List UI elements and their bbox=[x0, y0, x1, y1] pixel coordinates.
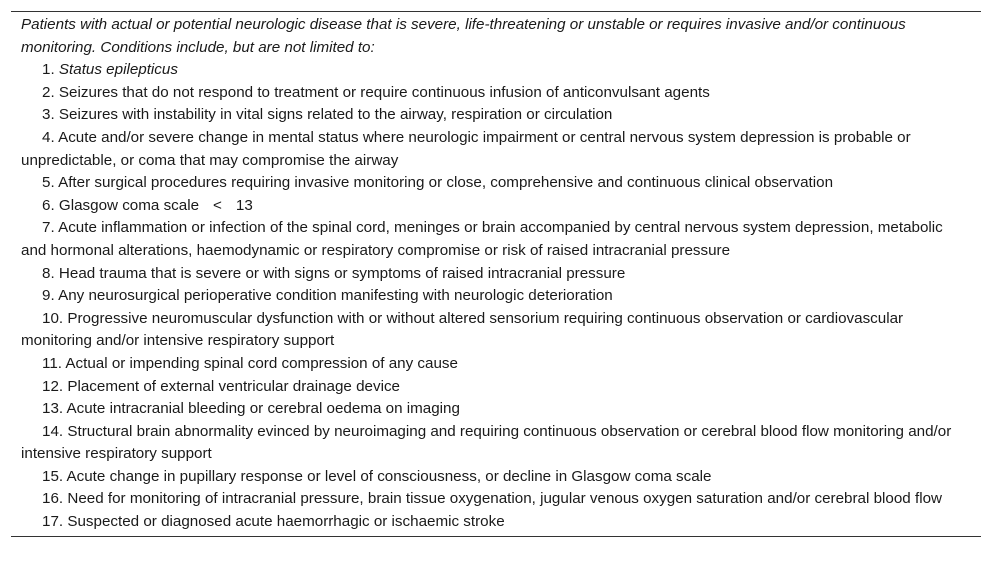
list-item bbox=[21, 263, 981, 286]
list-item bbox=[21, 511, 981, 534]
list-item bbox=[21, 488, 981, 511]
item-number: 2. bbox=[42, 83, 55, 101]
item-number: 7. bbox=[42, 219, 55, 237]
item-text: After surgical procedures requiring invasive monitoring or close, comprehensive and continuous clinical observation bbox=[58, 174, 834, 192]
list-item bbox=[21, 353, 981, 376]
list-item bbox=[21, 285, 981, 308]
item-text: Structural brain abnormality evinced by neuroimaging and requiring continuous observation or cerebral blood flow monitoring and/or intensive respiratory support bbox=[21, 422, 952, 463]
list-item bbox=[21, 127, 981, 172]
less-than-symbol: < bbox=[213, 196, 222, 214]
item-text: Placement of external ventricular drainage device bbox=[67, 377, 400, 395]
item-number: 17. bbox=[42, 513, 64, 531]
item-number: 14. bbox=[42, 422, 64, 440]
item-text: Head trauma that is severe or with signs or symptoms of raised intracranial pressure bbox=[58, 264, 626, 282]
list-item bbox=[21, 217, 981, 262]
item-number: 5. bbox=[42, 174, 55, 192]
item-text: Seizures with instability in vital signs related to the airway, respiration or circulation bbox=[58, 106, 613, 124]
item-number: 4. bbox=[42, 128, 55, 146]
item-text: Need for monitoring of intracranial pressure, brain tissue oxygenation, jugular venous oxygen saturation and/or cerebral blood flow bbox=[67, 490, 942, 508]
item-text: Glasgow coma scale bbox=[58, 196, 200, 214]
item-number: 13. bbox=[42, 400, 64, 418]
item-number: 15. bbox=[42, 467, 64, 485]
list-item bbox=[21, 195, 981, 218]
item-value: 13 bbox=[235, 196, 253, 214]
item-number: 10. bbox=[42, 309, 64, 327]
item-text: Seizures that do not respond to treatment or require continuous infusion of anticonvulsant agents bbox=[58, 83, 710, 101]
item-number: 8. bbox=[42, 264, 55, 282]
item-text: Acute change in pupillary response or level of consciousness, or decline in Glasgow coma scale bbox=[66, 467, 712, 485]
item-number: 12. bbox=[42, 377, 64, 395]
item-text: Suspected or diagnosed acute haemorrhagic or ischaemic stroke bbox=[67, 513, 505, 531]
item-number: 11. bbox=[42, 354, 62, 372]
criteria-list bbox=[21, 59, 981, 533]
item-text: Any neurosurgical perioperative condition manifesting with neurologic deterioration bbox=[58, 287, 613, 305]
criteria-table bbox=[11, 11, 981, 537]
list-item bbox=[21, 376, 981, 399]
list-item bbox=[21, 172, 981, 195]
item-text: Progressive neuromuscular dysfunction with or without altered sensorium requiring continuous observation or cardiovascular monitoring and/or intensive respiratory support bbox=[21, 309, 904, 350]
list-item bbox=[21, 82, 981, 105]
item-text: Acute intracranial bleeding or cerebral oedema on imaging bbox=[66, 400, 460, 418]
item-text: Status epilepticus bbox=[58, 61, 178, 79]
item-text: Actual or impending spinal cord compression of any cause bbox=[65, 354, 458, 372]
list-item bbox=[21, 308, 981, 353]
item-number: 16. bbox=[42, 490, 64, 508]
item-text: Acute inflammation or infection of the spinal cord, meninges or brain accompanied by central nervous system depression, metabolic and hormonal alterations, haemodynamic or respiratory compromise or risk of raised intracranial pressure bbox=[21, 219, 943, 259]
list-item bbox=[21, 398, 981, 421]
item-number: 1. bbox=[42, 61, 55, 79]
item-number: 3. bbox=[42, 106, 55, 124]
list-item bbox=[21, 421, 981, 466]
list-item bbox=[21, 59, 981, 82]
item-text: Acute and/or severe change in mental status where neurologic impairment or central nervous system depression is probable or unpredictable, or coma that may compromise the airway bbox=[21, 128, 911, 169]
item-number: 6. bbox=[42, 196, 55, 214]
table-intro: Patients with actual or potential neurologic disease that is severe, life-threatening or unstable or requires invasive and/or continuous monitoring. Conditions include, but are not limited to: bbox=[21, 16, 906, 56]
item-number: 9. bbox=[42, 287, 55, 305]
list-item bbox=[21, 466, 981, 489]
list-item bbox=[21, 104, 981, 127]
